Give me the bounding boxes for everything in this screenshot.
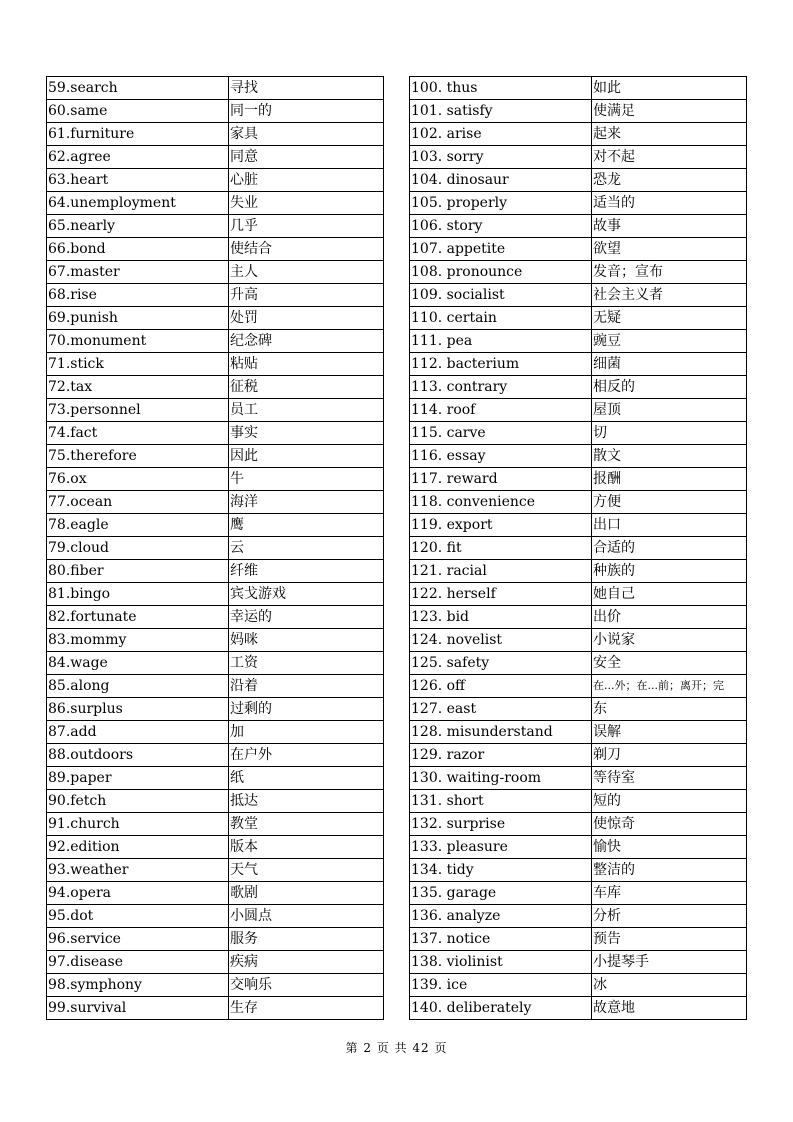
english-word: 81.bingo [47,583,229,606]
chinese-meaning: 小说家 [592,629,747,652]
vocab-row [47,238,384,261]
english-word: 123. bid [410,606,592,629]
english-word: 75.therefore [47,445,229,468]
vocab-row [410,146,747,169]
english-word: 60.same [47,100,229,123]
english-word: 129. razor [410,744,592,767]
english-word: 119. export [410,514,592,537]
chinese-meaning: 出口 [592,514,747,537]
chinese-meaning: 歌剧 [229,882,384,905]
vocab-row [410,537,747,560]
chinese-meaning: 征税 [229,376,384,399]
english-word: 105. properly [410,192,592,215]
english-word: 101. satisfy [410,100,592,123]
vocab-row [410,859,747,882]
vocab-row [410,583,747,606]
vocab-table-right [409,76,747,1020]
chinese-meaning: 云 [229,537,384,560]
vocab-row [47,744,384,767]
english-word: 118. convenience [410,491,592,514]
chinese-meaning: 升高 [229,284,384,307]
chinese-meaning: 合适的 [592,537,747,560]
vocab-row [47,928,384,951]
chinese-meaning: 剃刀 [592,744,747,767]
english-word: 108. pronounce [410,261,592,284]
chinese-meaning: 散文 [592,445,747,468]
chinese-meaning: 疾病 [229,951,384,974]
english-word: 125. safety [410,652,592,675]
english-word: 121. racial [410,560,592,583]
chinese-meaning: 工资 [229,652,384,675]
english-word: 135. garage [410,882,592,905]
english-word: 137. notice [410,928,592,951]
english-word: 139. ice [410,974,592,997]
chinese-meaning: 使满足 [592,100,747,123]
vocab-row [410,330,747,353]
chinese-meaning: 出价 [592,606,747,629]
vocab-row [47,721,384,744]
english-word: 83.mommy [47,629,229,652]
english-word: 70.monument [47,330,229,353]
english-word: 80.fiber [47,560,229,583]
vocab-row [410,215,747,238]
vocab-row [410,560,747,583]
vocab-row [47,675,384,698]
vocab-row [410,514,747,537]
chinese-meaning: 纪念碑 [229,330,384,353]
chinese-meaning: 牛 [229,468,384,491]
vocab-row [410,836,747,859]
english-word: 85.along [47,675,229,698]
vocab-row [47,859,384,882]
vocab-row [47,261,384,284]
chinese-meaning: 在...外；在...前；离开；完 [592,675,747,698]
vocab-row [410,77,747,100]
vocab-row [47,100,384,123]
chinese-meaning: 使结合 [229,238,384,261]
english-word: 65.nearly [47,215,229,238]
vocab-row [47,307,384,330]
chinese-meaning: 海洋 [229,491,384,514]
chinese-meaning: 事实 [229,422,384,445]
chinese-meaning: 鹰 [229,514,384,537]
english-word: 102. arise [410,123,592,146]
vocab-row [410,882,747,905]
chinese-meaning: 因此 [229,445,384,468]
vocab-row [47,353,384,376]
vocab-row [47,491,384,514]
vocab-row [47,974,384,997]
vocab-row [47,123,384,146]
chinese-meaning: 版本 [229,836,384,859]
english-word: 115. carve [410,422,592,445]
chinese-meaning: 粘贴 [229,353,384,376]
english-word: 88.outdoors [47,744,229,767]
english-word: 82.fortunate [47,606,229,629]
chinese-meaning: 报酬 [592,468,747,491]
vocab-row [47,905,384,928]
vocab-row [47,514,384,537]
english-word: 132. surprise [410,813,592,836]
page-number-footer: 第 2 页 共 42 页 [345,1041,448,1055]
chinese-meaning: 无疑 [592,307,747,330]
vocab-row [47,629,384,652]
english-word: 124. novelist [410,629,592,652]
chinese-meaning: 整洁的 [592,859,747,882]
vocab-row [410,468,747,491]
vocab-row [47,330,384,353]
chinese-meaning: 抵达 [229,790,384,813]
chinese-meaning: 相反的 [592,376,747,399]
vocab-row [47,790,384,813]
chinese-meaning: 纸 [229,767,384,790]
chinese-meaning: 失业 [229,192,384,215]
vocab-row [410,606,747,629]
vocab-row [410,744,747,767]
chinese-meaning: 沿着 [229,675,384,698]
chinese-meaning: 豌豆 [592,330,747,353]
vocab-row [410,905,747,928]
chinese-meaning: 分析 [592,905,747,928]
vocab-row [410,951,747,974]
chinese-meaning: 同意 [229,146,384,169]
vocab-row [47,192,384,215]
chinese-meaning: 适当的 [592,192,747,215]
vocab-row [47,77,384,100]
english-word: 91.church [47,813,229,836]
vocab-row [410,790,747,813]
vocab-row [410,491,747,514]
english-word: 93.weather [47,859,229,882]
chinese-meaning: 车库 [592,882,747,905]
english-word: 114. roof [410,399,592,422]
vocab-row [47,997,384,1020]
english-word: 90.fetch [47,790,229,813]
english-word: 76.ox [47,468,229,491]
chinese-meaning: 小提琴手 [592,951,747,974]
english-word: 66.bond [47,238,229,261]
english-word: 68.rise [47,284,229,307]
english-word: 78.eagle [47,514,229,537]
vocab-row [47,422,384,445]
chinese-meaning: 起来 [592,123,747,146]
chinese-meaning: 教堂 [229,813,384,836]
chinese-meaning: 误解 [592,721,747,744]
chinese-meaning: 冰 [592,974,747,997]
vocab-row [47,951,384,974]
chinese-meaning: 种族的 [592,560,747,583]
chinese-meaning: 短的 [592,790,747,813]
english-word: 71.stick [47,353,229,376]
chinese-meaning: 预告 [592,928,747,951]
vocab-row [410,261,747,284]
vocab-row [410,629,747,652]
english-word: 92.edition [47,836,229,859]
vocab-row [410,813,747,836]
chinese-meaning: 服务 [229,928,384,951]
vocab-row [410,399,747,422]
english-word: 67.master [47,261,229,284]
chinese-meaning: 使惊奇 [592,813,747,836]
english-word: 111. pea [410,330,592,353]
vocab-row [410,353,747,376]
vocab-table-left [46,76,384,1020]
vocab-row [410,376,747,399]
vocab-row [47,215,384,238]
english-word: 99.survival [47,997,229,1020]
vocab-row [47,560,384,583]
english-word: 110. certain [410,307,592,330]
vocab-row [410,238,747,261]
vocab-table-right-body [410,77,747,1020]
english-word: 87.add [47,721,229,744]
chinese-meaning: 加 [229,721,384,744]
english-word: 64.unemployment [47,192,229,215]
vocab-row [410,307,747,330]
chinese-meaning: 愉快 [592,836,747,859]
english-word: 140. deliberately [410,997,592,1020]
vocab-table-left-body [47,77,384,1020]
chinese-meaning: 几乎 [229,215,384,238]
chinese-meaning: 等待室 [592,767,747,790]
chinese-meaning: 处罚 [229,307,384,330]
chinese-meaning: 东 [592,698,747,721]
english-word: 138. violinist [410,951,592,974]
chinese-meaning: 心脏 [229,169,384,192]
vocab-row [47,445,384,468]
english-word: 126. off [410,675,592,698]
english-word: 72.tax [47,376,229,399]
vocab-row [410,422,747,445]
vocab-row [47,882,384,905]
chinese-meaning: 宾戈游戏 [229,583,384,606]
chinese-meaning: 对不起 [592,146,747,169]
english-word: 97.disease [47,951,229,974]
english-word: 98.symphony [47,974,229,997]
chinese-meaning: 她自己 [592,583,747,606]
english-word: 120. fit [410,537,592,560]
vocab-row [410,169,747,192]
vocab-row [410,445,747,468]
english-word: 136. analyze [410,905,592,928]
chinese-meaning: 天气 [229,859,384,882]
vocab-row [410,652,747,675]
vocab-row [410,698,747,721]
english-word: 79.cloud [47,537,229,560]
vocab-row [47,583,384,606]
vocab-row [410,997,747,1020]
chinese-meaning: 家具 [229,123,384,146]
english-word: 134. tidy [410,859,592,882]
chinese-meaning: 生存 [229,997,384,1020]
english-word: 117. reward [410,468,592,491]
vocab-row [410,928,747,951]
english-word: 74.fact [47,422,229,445]
vocab-row [410,100,747,123]
vocab-row [47,813,384,836]
chinese-meaning: 切 [592,422,747,445]
vocab-row [410,192,747,215]
english-word: 112. bacterium [410,353,592,376]
chinese-meaning: 方便 [592,491,747,514]
english-word: 69.punish [47,307,229,330]
vocab-row [47,836,384,859]
english-word: 127. east [410,698,592,721]
vocab-row [47,468,384,491]
chinese-meaning: 同一的 [229,100,384,123]
english-word: 131. short [410,790,592,813]
english-word: 122. herself [410,583,592,606]
english-word: 107. appetite [410,238,592,261]
chinese-meaning: 安全 [592,652,747,675]
english-word: 133. pleasure [410,836,592,859]
vocab-row [47,376,384,399]
english-word: 94.opera [47,882,229,905]
chinese-meaning: 幸运的 [229,606,384,629]
english-word: 100. thus [410,77,592,100]
english-word: 63.heart [47,169,229,192]
english-word: 103. sorry [410,146,592,169]
vocab-row [47,606,384,629]
vocab-row [47,698,384,721]
vocab-row [410,721,747,744]
chinese-meaning: 欲望 [592,238,747,261]
chinese-meaning: 交响乐 [229,974,384,997]
chinese-meaning: 纤维 [229,560,384,583]
chinese-meaning: 社会主义者 [592,284,747,307]
vocab-row [410,974,747,997]
english-word: 59.search [47,77,229,100]
vocab-row [47,146,384,169]
vocab-row [47,652,384,675]
vocab-row [47,284,384,307]
chinese-meaning: 主人 [229,261,384,284]
english-word: 106. story [410,215,592,238]
vocab-row [47,537,384,560]
chinese-meaning: 故意地 [592,997,747,1020]
vocab-row [410,767,747,790]
vocab-row [47,399,384,422]
vocab-row [410,284,747,307]
english-word: 73.personnel [47,399,229,422]
english-word: 77.ocean [47,491,229,514]
english-word: 89.paper [47,767,229,790]
english-word: 128. misunderstand [410,721,592,744]
english-word: 109. socialist [410,284,592,307]
english-word: 84.wage [47,652,229,675]
english-word: 104. dinosaur [410,169,592,192]
english-word: 62.agree [47,146,229,169]
english-word: 86.surplus [47,698,229,721]
vocab-row [410,123,747,146]
vocab-row [410,675,747,698]
chinese-meaning: 过剩的 [229,698,384,721]
chinese-meaning: 如此 [592,77,747,100]
english-word: 113. contrary [410,376,592,399]
chinese-meaning: 屋顶 [592,399,747,422]
chinese-meaning: 小圆点 [229,905,384,928]
chinese-meaning: 在户外 [229,744,384,767]
vocab-row [47,169,384,192]
english-word: 116. essay [410,445,592,468]
chinese-meaning: 恐龙 [592,169,747,192]
english-word: 95.dot [47,905,229,928]
chinese-meaning: 细菌 [592,353,747,376]
chinese-meaning: 员工 [229,399,384,422]
chinese-meaning: 妈咪 [229,629,384,652]
chinese-meaning: 寻找 [229,77,384,100]
chinese-meaning: 发音；宣布 [592,261,747,284]
vocab-row [47,767,384,790]
chinese-meaning: 故事 [592,215,747,238]
english-word: 130. waiting-room [410,767,592,790]
english-word: 96.service [47,928,229,951]
english-word: 61.furniture [47,123,229,146]
